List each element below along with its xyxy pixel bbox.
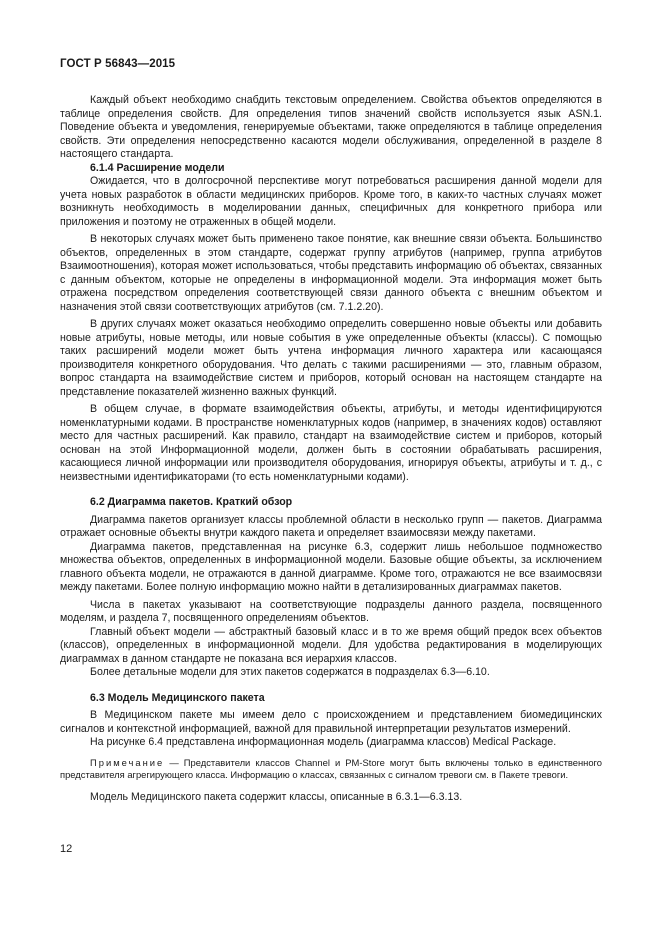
paragraph: В Медицинском пакете мы имеем дело с происхождением и представлением биомедицинских сигналов и контекстной информацией, важной для правильной интерпретации результатов измерений. [60,709,602,735]
document-header: ГОСТ Р 56843—2015 [60,58,176,70]
paragraph: Более детальные модели для этих пакетов содержатся в подразделах 6.3—6.10. [90,666,490,678]
paragraph: Диаграмма пакетов организует классы проблемной области в несколько групп — пакетов. Диаграмма отражает основные объекты внутри каждого пакета и определяет взаимосвязи между пакетами. [60,513,602,539]
section-heading-6-2: 6.2 Диаграмма пакетов. Краткий обзор [90,496,293,508]
paragraph: Каждый объект необходимо снабдить текстовым определением. Свойства объектов определяются в таблице определения свойств. Для определения типов значений свойств используется язык ASN.1. Поведение объекта и уведомления, генерируемые объектами, также определяются в таблице определения свойств. Эти определения непосредственно касаются модели обслуживания, определенной в разделе 8 настоящего стандарта. [60,94,602,160]
page-number: 12 [60,843,73,855]
note-text: — Представители классов Channel и PM-Store могут быть включены только в единственного представителя агрегирующего класса. Информацию о классах, связанных с сигналом тревоги см. в Пакете тревоги. [60,756,602,780]
paragraph: Ожидается, что в долгосрочной перспективе могут потребоваться расширения данной модели для учета новых разработок в области медицинских приборов. Кроме того, в каких-то частных случаях может возникнуть необходимость в моделировании данных, специфичных для конкретного прибора или приложения и поэтому не отраженных в общей модели. [60,175,602,228]
paragraph: Числа в пакетах указывают на соответствующие подразделы данного раздела, посвященного моделям, и раздела 7, посвященного определениям объектов. [60,598,602,624]
paragraph: Диаграмма пакетов, представленная на рисунке 6.3, содержит лишь небольшое подмножество множества объектов, определенных в информационной модели. Базовые общие объекты, за исключением главного объекта модели, не отражаются в данной диаграмме. Кроме того, отражаются не все взаимосвязи между пакетами. Более полную информацию можно найти в детализированных диаграммах пакетов. [60,540,602,593]
paragraph: Модель Медицинского пакета содержит классы, описанные в 6.3.1—6.3.13. [90,790,463,803]
section-heading-6-1-4: 6.1.4 Расширение модели [90,161,225,174]
paragraph: На рисунке 6.4 представлена информационная модель (диаграмма классов) Medical Package. [90,736,557,748]
paragraph: В других случаях может оказаться необходимо определить совершенно новые объекты или добавить новые атрибуты, новые методы, или новые события в уже определенные объекты (классы). С помощью таких расширений модели может быть учтена информация личного характера или касающаяся производителя конкретного оборудования. Что делать с такими расширениями — это, главным образом, вопрос стандарта на взаимодействие систем и приборов, который основан на настоящем стандарте на представление показателей жизненно важных функций. [60,318,602,398]
document-body [60,94,602,804]
paragraph: Главный объект модели — абстрактный базовый класс и в то же время общий предок всех объектов (классов), определенных в информационной модели. Для удобства редактирования в моделирующих диаграммах в данном стандарте не показана вся иерархия классов. [60,625,602,665]
paragraph: В некоторых случаях может быть применено такое понятие, как внешние связи объекта. Большинство объектов, определенных в этом стандарте, содержат группу атрибутов (например, группа атрибутов Взаимоотношения), которая может использоваться, чтобы представить информацию об объектах, связанных с данным объектом, которые не определены в информационной модели. Эта информация может быть отражена посредством определения соответствующей связи данного объекта с внешним объектом и назначения этой связи соответствующих атрибутов (см. 7.1.2.20). [60,233,602,313]
section-heading-6-3: 6.3 Модель Медицинского пакета [90,691,265,704]
note-label: Примечание [90,756,165,768]
paragraph: В общем случае, в формате взаимодействия объекты, атрибуты, и методы идентифицируются номенклатурными кодами. В пространстве номенклатурных кодов (например, в значениях кодов) оставляют место для частных расширений. Как правило, стандарт на взаимодействие систем и приборов, который основан на этой Информационной модели, должен быть в состоянии обрабатывать расширения, касающиеся личной информации или производителя оборудования, игнорируя объекты, атрибуты и т. д., с неизвестными идентификаторами (то есть номенклатурными кодами). [60,403,602,483]
note [60,757,602,782]
